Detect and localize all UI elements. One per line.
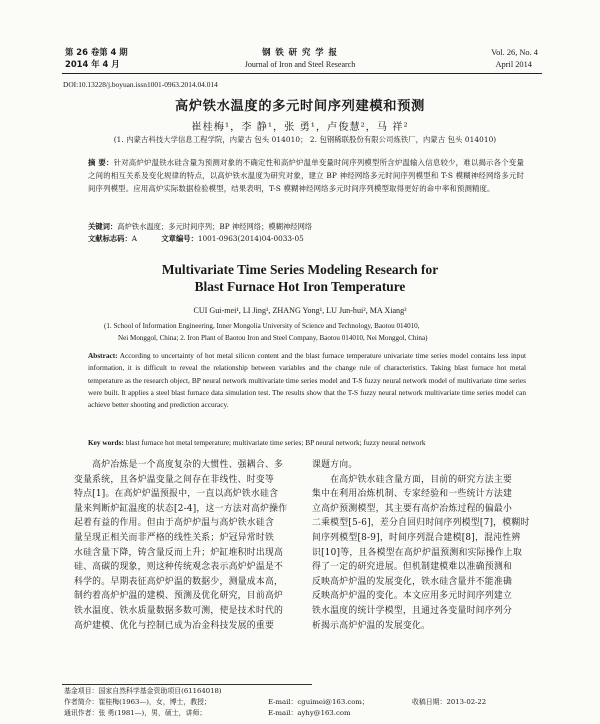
- keywords-zh-text: 高炉铁水温度；多元时间序列；BP 神经网络；模糊神经网络: [117, 222, 313, 231]
- body-right-line: 反映高炉炉温的发展变化，铁水硅含量并不能准确: [312, 576, 513, 587]
- body-right-line: 得了一定的研究进展。但机制建模难以准确预测和: [312, 562, 513, 573]
- keywords-en-label: Key words:: [88, 438, 124, 447]
- article-no: 1001-0963(2014)04-0033-05: [197, 234, 304, 243]
- doc-code: A: [131, 234, 138, 243]
- title-en-line2: Blast Furnace Hot Iron Temperature: [194, 279, 406, 294]
- doc-code-label: 文献标志码：: [88, 234, 132, 243]
- body-right-line: 反映高炉炉温的变化。本文应用多元时间序列建立: [312, 591, 513, 602]
- body-column-left: [74, 458, 306, 633]
- keywords-en: [88, 437, 526, 449]
- body-right-line: 间序列模型[8-9]，时间序列混合建模[8]，混沌性辨: [312, 532, 521, 543]
- body-left-line: 特点[1]。在高炉炉温预报中，一直以高炉铁水硅含: [74, 489, 279, 500]
- body-right-line: 课题方向。: [312, 460, 358, 470]
- title-en-line1: Multivariate Time Series Modeling Research for: [161, 262, 439, 277]
- header-vol-issue-en: Vol. 26, No. 4: [491, 48, 538, 57]
- abstract-en-label: Abstract:: [88, 351, 118, 360]
- abstract-en: [88, 350, 526, 411]
- body-left-line: 制约着高炉炉温的建模、预测及优化研究，目前高炉: [74, 591, 284, 602]
- abstract-zh-label: 摘 要：: [88, 158, 114, 167]
- body-left-line: 水硅含量下降，铸含量反而上升；炉缸堆积时出现高: [74, 547, 284, 558]
- body-right-line: 在高炉铁水硅含量方面，目前的研究方法主要: [312, 474, 513, 485]
- body-right-line: 二乘模型[5-6]，差分自回归时间序列模型[7]，模糊时: [312, 518, 530, 529]
- body-right-line: 识[10]等，且各模型在高炉炉温预测和实际操作上取: [312, 547, 523, 558]
- footnote-contact: 通讯作者：张 勇(1981—)，男，硕士，讲师；: [64, 709, 207, 717]
- body-left-line: 变量系统，且各炉温变量之间存在非线性、时变等: [74, 474, 275, 485]
- header-vol-issue-cn: 第 26 卷第 4 期: [65, 47, 128, 57]
- affiliation-en-line2: Nei Monggol, China; 2. Iron Plant of Baotou Iron and Steel Company, Baotou 014010, Nei Monggol, China): [118, 334, 428, 342]
- header-journal-cn: 钢 铁 研 究 学 报: [262, 47, 338, 57]
- footnote-author: 作者简介：崔桂梅(1963—)，女，博士，教授；: [64, 698, 211, 706]
- header-date-en: April 2014: [495, 60, 532, 69]
- abstract-en-text: According to uncertainty of hot metal silicon content and the blast furnace temperature univariate time series model contains less input information, it is difficult to reveal the relationship between variables and the change rule of characteristics. Taking blast furnace hot metal temperature as the research object, BP neural network multivariate time series model and T-S fuzzy neural network model of multivariate time series were built. It applies a steel blast furnace data simulation test. The results show that the T-S fuzzy neural network multivariate time series model can achieve better shooting and prediction accuracy.: [88, 351, 526, 410]
- footnote-fund: 基金项目：国家自然科学基金资助项目(61164018): [64, 687, 222, 695]
- title-zh: 高炉铁水温度的多元时间序列建模和预测: [175, 99, 425, 114]
- body-column-right: [312, 458, 538, 633]
- classification-line: [88, 233, 304, 245]
- body-left-line: 高炉冶炼是一个高度复杂的大惯性、强耦合、多: [74, 460, 284, 470]
- footnote-received: 收稿日期：2013-02-22: [412, 698, 487, 706]
- keywords-zh-label: 关键词：: [88, 222, 118, 231]
- body-left-line: 量呈现正相关而非严格的线性关系；炉冠异常时铁: [74, 532, 275, 543]
- affiliation-zh: (1. 内蒙古科技大学信息工程学院，内蒙古 包头 014010； 2. 包钢稀联股份有限公司炼铁厂，内蒙古 包头 014010): [113, 135, 497, 144]
- body-right-line: 立高炉预测模型，其主要有高炉冶炼过程的偏最小: [312, 503, 513, 514]
- body-left-line: 起着有益的作用。但由于高炉炉温与高炉铁水硅含: [74, 518, 275, 529]
- doi: DOI:10.13228/j.boyuan.issn1001-0963.2014.04.014: [63, 80, 218, 89]
- keywords-zh: [88, 221, 524, 233]
- body-right-line: 析揭示高炉炉温的发展变化。: [312, 620, 431, 631]
- footnote-email2: E-mail：ayhy@163.com: [268, 709, 351, 717]
- abstract-zh-text: 针对高炉炉温铁水硅含量为预测对象的不确定性和高炉炉温单变量时间序列模型所含炉温输入信息较少，难以揭示各个变量之间的相互关系及变化规律的特点，以高炉铁水温度为研究对象，建立 BP 神经网络多元时间序列模型和 T-S 模糊神经网络多元时间序列模型。应用高炉实际数据检验模型，结果表明，T-S 模糊神经网络多元时间序列模型取得更好的命中率和预测精度。: [88, 158, 524, 193]
- affiliation-en-line1: (1. School of Information Engineering, Inner Mongolia University of Science and Technology, Baotou 014010,: [104, 322, 420, 330]
- header-date-cn: 2014 年 4 月: [65, 59, 120, 69]
- header-journal-en: Journal of Iron and Steel Research: [244, 60, 356, 69]
- header-rule: [62, 73, 542, 74]
- article-no-label: 文章编号：: [161, 234, 198, 243]
- authors-zh: 崔桂梅¹，李 静¹，张 勇¹，卢俊慧²，马 祥²: [191, 122, 409, 133]
- body-left-line: 科学的。早期表征高炉炉温的数据少，测量成本高，: [74, 576, 284, 587]
- footnote-email1: E-mail：cguimei@163.com；: [268, 698, 369, 706]
- body-right-line: 集中在利用冶炼机制、专家经验和一些统计方法建: [312, 489, 513, 500]
- body-left-line: 高炉建模、优化与控制已成为冶金科技发展的重要: [74, 620, 275, 631]
- abstract-zh: [88, 157, 524, 195]
- keywords-en-text: blast furnace hot metal temperature; multivariate time series; BP neural network; fuzzy neural network: [125, 438, 426, 447]
- body-left-line: 硅、高碳的现象，则这种传统观念表示高炉炉温是不: [74, 562, 284, 573]
- footnote-rule: [62, 684, 312, 685]
- authors-en: CUI Gui-mei¹, LI Jing¹, ZHANG Yong¹, LU Jun-hui², MA Xiang²: [193, 306, 407, 315]
- body-right-line: 铁水温度的统计学模型，且通过各变量时间序列分: [312, 605, 513, 616]
- body-left-line: 量来判断炉缸温度的状态[2-4]，这一方法对高炉操作: [74, 503, 288, 514]
- body-left-line: 铁水温度、铁水质量数据多数可测，使是技术时代的: [74, 605, 284, 616]
